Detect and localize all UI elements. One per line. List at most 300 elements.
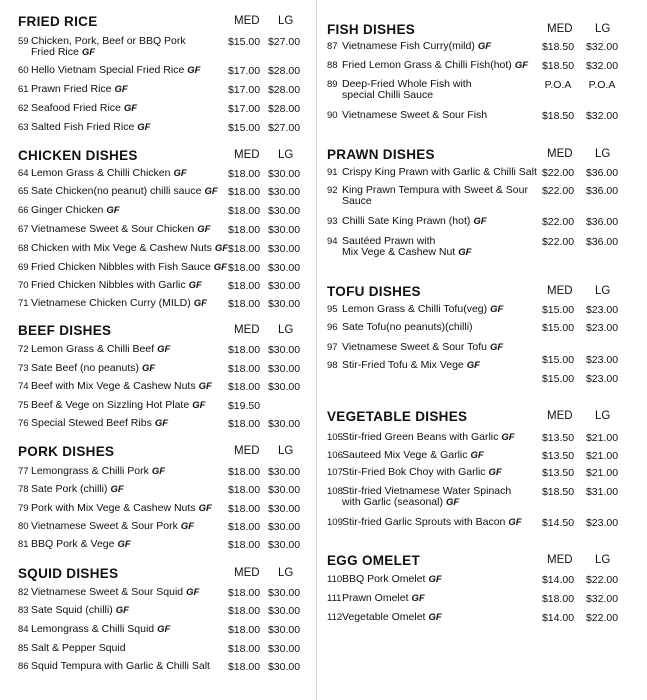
item-name — [342, 450, 484, 461]
menu-item — [0, 521, 316, 539]
item-name — [31, 363, 155, 374]
item-price-lg: $30.00 — [267, 605, 301, 617]
item-number: 75 — [18, 400, 29, 411]
item-price-med: $18.50 — [541, 41, 575, 53]
item-name — [342, 322, 473, 333]
lg-column-header: LG — [278, 15, 294, 27]
item-name — [342, 304, 503, 315]
item-name-text: Lemongrass & Chilli Pork — [31, 465, 149, 477]
item-price-med: $15.00 — [541, 322, 575, 334]
item-name — [31, 224, 210, 235]
item-name-text: Lemon Grass & Chilli Tofu(veg) — [342, 303, 488, 315]
item-price-med: $18.00 — [227, 605, 261, 617]
menu-item — [317, 78, 647, 101]
item-price-med: $18.00 — [227, 168, 261, 180]
gluten-free-badge: GF — [117, 539, 131, 550]
menu-item — [317, 110, 647, 128]
item-price-med: $18.00 — [227, 587, 261, 599]
item-name — [31, 539, 131, 550]
med-column-header: MED — [234, 567, 260, 579]
item-number: 86 — [18, 661, 29, 672]
item-name-text: Squid Tempura with Garlic & Chilli Salt — [31, 660, 210, 672]
item-number: 61 — [18, 84, 29, 95]
gluten-free-badge: GF — [154, 418, 169, 429]
gluten-free-badge: GF — [188, 280, 202, 291]
item-name — [342, 167, 537, 178]
menu-item — [0, 661, 316, 679]
item-price-lg: $30.00 — [267, 643, 301, 655]
item-name-line2: Fried Rice — [31, 46, 79, 58]
lg-column-header: LG — [278, 445, 294, 457]
item-number: 72 — [18, 344, 29, 355]
item-price-lg: $30.00 — [267, 661, 301, 673]
item-name — [342, 236, 471, 258]
item-number: 112 — [327, 612, 343, 623]
med-column-header: MED — [547, 410, 573, 422]
menu-item — [0, 344, 316, 362]
item-name-text: Stir-fried Garlic Sprouts with Bacon — [342, 516, 506, 528]
item-number: 94 — [327, 236, 338, 247]
item-name-text: Pork with Mix Vege & Cashew Nuts — [31, 502, 196, 514]
item-number: 91 — [327, 167, 338, 178]
gluten-free-badge: GF — [466, 360, 480, 371]
item-price-med: $18.00 — [227, 262, 261, 274]
menu-item — [0, 186, 316, 204]
item-price-med: $18.00 — [227, 661, 261, 673]
item-name — [31, 418, 168, 429]
item-name — [31, 661, 210, 672]
item-price-lg: $28.00 — [267, 103, 301, 115]
item-price-med: $18.00 — [227, 643, 261, 655]
item-name-text: Beef with Mix Vege & Cashew Nuts — [31, 380, 196, 392]
item-name — [342, 574, 442, 585]
item-number: 62 — [18, 103, 29, 114]
section-title: CHICKEN DISHES — [18, 148, 138, 163]
menu-item — [0, 484, 316, 502]
gluten-free-badge: GF — [213, 262, 227, 273]
menu-item — [0, 280, 316, 298]
item-name-text: Sautéed Prawn with — [342, 235, 436, 247]
item-price-med: P.O.A — [544, 79, 572, 91]
item-name-text: Crispy King Prawn with Garlic & Chilli Salt — [342, 166, 537, 178]
item-price-lg: $30.00 — [267, 484, 301, 496]
lg-column-header: LG — [595, 554, 611, 566]
gluten-free-badge: GF — [428, 574, 442, 585]
menu-item — [0, 363, 316, 381]
item-number: 79 — [18, 503, 29, 514]
item-name-text: BBQ Pork & Vege — [31, 538, 115, 550]
gluten-free-badge: GF — [137, 122, 151, 133]
gluten-free-badge: GF — [186, 587, 200, 598]
menu-item — [0, 381, 316, 399]
item-price-med: $18.00 — [541, 593, 575, 605]
item-number: 81 — [18, 539, 29, 550]
menu-item — [317, 322, 647, 340]
item-price-med: $22.00 — [541, 216, 575, 228]
item-number: 84 — [18, 624, 29, 635]
item-name-text: Prawn Fried Rice — [31, 83, 112, 95]
item-number: 92 — [327, 185, 338, 196]
item-price-lg: $23.00 — [585, 354, 619, 366]
item-number: 105 — [327, 432, 343, 443]
item-price-med: $15.00 — [541, 373, 575, 385]
item-price-med: $18.00 — [227, 381, 261, 393]
item-name-text: King Prawn Tempura with Sweet & Sour — [342, 184, 528, 196]
item-number: 63 — [18, 122, 29, 133]
menu-item — [317, 467, 647, 485]
gluten-free-badge: GF — [501, 432, 515, 443]
item-name — [342, 593, 425, 604]
item-number: 76 — [18, 418, 29, 429]
item-price-lg: $36.00 — [585, 216, 619, 228]
gluten-free-badge: GF — [198, 503, 212, 514]
item-price-lg: $28.00 — [267, 84, 301, 96]
item-price-med: $18.00 — [227, 418, 261, 430]
menu-item — [317, 41, 647, 59]
item-name — [31, 65, 201, 76]
item-name-text: Sate Beef (no peanuts) — [31, 362, 139, 374]
item-price-lg: $32.00 — [585, 110, 619, 122]
item-price-lg: $30.00 — [267, 466, 301, 478]
item-price-med: $18.50 — [541, 486, 575, 498]
item-number: 64 — [18, 168, 29, 179]
item-number: 73 — [18, 363, 29, 374]
item-name — [342, 41, 491, 52]
item-price-med: $13.50 — [541, 432, 575, 444]
gluten-free-badge: GF — [193, 298, 207, 309]
item-name-text: Fried Chicken Nibbles with Fish Sauce — [31, 261, 211, 273]
menu-item — [0, 539, 316, 557]
item-number: 88 — [327, 60, 338, 71]
item-number: 97 — [327, 342, 338, 353]
gluten-free-badge: GF — [157, 624, 171, 635]
item-price-med: $18.00 — [227, 205, 261, 217]
lg-column-header: LG — [595, 23, 611, 35]
menu-item — [317, 304, 647, 322]
item-name-line2: with Garlic (seasonal) — [342, 496, 443, 508]
item-price-lg: $30.00 — [267, 418, 301, 430]
gluten-free-badge: GF — [115, 605, 129, 616]
item-name — [31, 503, 212, 514]
menu-item — [0, 400, 316, 418]
item-number: 87 — [327, 41, 338, 52]
item-price-med: $18.50 — [541, 60, 575, 72]
menu-item — [0, 587, 316, 605]
item-price-lg: $30.00 — [267, 587, 301, 599]
item-name — [31, 36, 186, 58]
menu-item — [317, 167, 647, 185]
item-name — [31, 400, 205, 411]
item-price-lg: $31.00 — [585, 486, 619, 498]
item-name — [342, 79, 472, 101]
item-price-lg: $32.00 — [585, 593, 619, 605]
gluten-free-badge: GF — [490, 304, 504, 315]
item-price-lg: $30.00 — [267, 186, 301, 198]
item-number: 66 — [18, 205, 29, 216]
item-price-lg: $30.00 — [267, 624, 301, 636]
item-number: 74 — [18, 381, 29, 392]
item-price-lg: $30.00 — [267, 363, 301, 375]
item-name-text: Vietnamese Fish Curry(mild) — [342, 40, 475, 52]
section-title: PORK DISHES — [18, 444, 115, 459]
item-number: 98 — [327, 360, 338, 371]
menu-item — [0, 205, 316, 223]
item-price-med: $13.50 — [541, 467, 575, 479]
item-price-med: $18.00 — [227, 484, 261, 496]
item-name-text: Sauteed Mix Vege & Garlic — [342, 449, 468, 461]
med-column-header: MED — [547, 285, 573, 297]
item-price-med: $17.00 — [227, 103, 261, 115]
section-title: BEEF DISHES — [18, 323, 112, 338]
lg-column-header: LG — [595, 285, 611, 297]
item-price-lg: $32.00 — [585, 41, 619, 53]
item-name — [342, 467, 502, 478]
item-name-text: Hello Vietnam Special Fried Rice — [31, 64, 185, 76]
item-name — [342, 432, 515, 443]
med-column-header: MED — [234, 149, 260, 161]
menu-item — [0, 65, 316, 83]
menu-item — [0, 122, 316, 140]
item-price-med: $22.00 — [541, 185, 575, 197]
item-price-lg: $23.00 — [585, 373, 619, 385]
item-price-lg: $30.00 — [267, 280, 301, 292]
menu-item — [0, 224, 316, 242]
item-name — [342, 517, 522, 528]
item-name — [31, 381, 212, 392]
item-price-med: $18.00 — [227, 363, 261, 375]
item-name-text: Seafood Fried Rice — [31, 102, 121, 114]
item-price-lg: $36.00 — [585, 236, 619, 248]
menu-item — [317, 517, 647, 535]
item-name — [31, 624, 170, 635]
item-price-med: $18.00 — [227, 503, 261, 515]
item-number: 89 — [327, 79, 338, 90]
item-name-text: Lemongrass & Chilli Squid — [31, 623, 155, 635]
item-name — [31, 643, 126, 654]
item-price-med: $18.00 — [227, 539, 261, 551]
item-name-text: Vietnamese Chicken Curry (MILD) — [31, 297, 191, 309]
item-price-med: $15.00 — [227, 36, 261, 48]
item-price-lg: P.O.A — [588, 79, 616, 91]
item-price-lg: $30.00 — [267, 381, 301, 393]
menu-item — [0, 298, 316, 316]
item-price-lg: $30.00 — [267, 224, 301, 236]
gluten-free-badge: GF — [106, 205, 120, 216]
item-number: 108 — [327, 486, 343, 497]
item-price-lg: $30.00 — [267, 262, 301, 274]
item-name-text: Sate Squid (chilli) — [31, 604, 113, 616]
item-name-text: Stir-Fried Bok Choy with Garlic — [342, 466, 486, 478]
gluten-free-badge: GF — [197, 224, 211, 235]
med-column-header: MED — [547, 148, 573, 160]
item-name-text: Vegetable Omelet — [342, 611, 426, 623]
gluten-free-badge: GF — [470, 450, 484, 461]
lg-column-header: LG — [278, 567, 294, 579]
med-column-header: MED — [547, 23, 573, 35]
item-number: 60 — [18, 65, 29, 76]
item-price-lg: $28.00 — [267, 65, 301, 77]
item-name — [31, 484, 124, 495]
item-number: 82 — [18, 587, 29, 598]
item-name — [31, 122, 151, 133]
item-name — [342, 110, 487, 121]
menu-item — [317, 593, 647, 611]
item-number: 107 — [327, 467, 343, 478]
item-name-text: Chicken with Mix Vege & Cashew Nuts — [31, 242, 212, 254]
med-column-header: MED — [234, 324, 260, 336]
item-name-text: Sate Pork (chilli) — [31, 483, 108, 495]
item-name-text: Ginger Chicken — [31, 204, 104, 216]
gluten-free-badge: GF — [458, 247, 472, 258]
menu-item — [0, 35, 316, 58]
item-name-line2: Sauce — [342, 195, 372, 207]
item-name — [31, 521, 194, 532]
gluten-free-badge: GF — [473, 216, 487, 227]
item-name-text: Special Stewed Beef Ribs — [31, 417, 152, 429]
lg-column-header: LG — [278, 324, 294, 336]
gluten-free-badge: GF — [180, 521, 195, 532]
gluten-free-badge: GF — [411, 593, 425, 604]
menu-item — [317, 184, 647, 207]
gluten-free-badge: GF — [198, 381, 212, 392]
item-price-lg: $27.00 — [267, 122, 301, 134]
item-price-lg: $30.00 — [267, 539, 301, 551]
item-name-text: Vietnamese Sweet & Sour Pork — [31, 520, 178, 532]
gluten-free-badge: GF — [187, 65, 201, 76]
item-price-med: $18.00 — [227, 186, 261, 198]
item-name-text: Stir-Fried Tofu & Mix Vege — [342, 359, 464, 371]
gluten-free-badge: GF — [142, 363, 156, 374]
item-number: 111 — [327, 593, 342, 604]
item-name — [31, 186, 218, 197]
section-title: FRIED RICE — [18, 14, 98, 29]
item-name-text: Salt & Pepper Squid — [31, 642, 126, 654]
menu-item — [0, 262, 316, 280]
item-name-text: Salted Fish Fried Rice — [31, 121, 135, 133]
gluten-free-badge: GF — [123, 103, 138, 114]
item-price-med: $22.00 — [541, 167, 575, 179]
item-price-med: $22.00 — [541, 236, 575, 248]
item-price-lg: $21.00 — [585, 450, 619, 462]
item-name — [342, 486, 511, 508]
item-price-med: $18.00 — [227, 280, 261, 292]
item-number: 70 — [18, 280, 29, 291]
item-price-lg: $30.00 — [267, 205, 301, 217]
item-price-med: $15.00 — [541, 354, 575, 366]
item-name — [31, 262, 227, 273]
item-name-text: Sate Tofu(no peanuts)(chilli) — [342, 321, 473, 333]
gluten-free-badge: GF — [173, 168, 187, 179]
item-price-lg: $36.00 — [585, 167, 619, 179]
item-name-text: Fried Lemon Grass & Chilli Fish(hot) — [342, 59, 512, 71]
item-number: 95 — [327, 304, 338, 315]
item-name — [31, 280, 202, 291]
med-column-header: MED — [234, 15, 260, 27]
item-name — [31, 168, 187, 179]
item-price-med: $17.00 — [227, 65, 261, 77]
menu-item — [317, 216, 647, 234]
item-name — [342, 612, 442, 623]
menu-item — [0, 418, 316, 436]
item-price-lg: $36.00 — [585, 185, 619, 197]
item-name-line2: Mix Vege & Cashew Nut — [342, 246, 456, 258]
item-name-text: Chilli Sate King Prawn (hot) — [342, 215, 471, 227]
menu-item — [0, 84, 316, 102]
gluten-free-badge: GF — [489, 342, 504, 353]
item-name-text: Lemon Grass & Chilli Chicken — [31, 167, 171, 179]
item-price-med: $18.50 — [541, 110, 575, 122]
item-number: 110 — [327, 574, 343, 585]
section-title: EGG OMELET — [327, 553, 421, 568]
item-name-text: Vietnamese Sweet & Sour Tofu — [342, 341, 487, 353]
menu-item — [317, 574, 647, 592]
item-price-lg: $22.00 — [585, 612, 619, 624]
section-title: FISH DISHES — [327, 22, 416, 37]
menu-item — [0, 643, 316, 661]
gluten-free-badge: GF — [192, 400, 206, 411]
item-name-text: Prawn Omelet — [342, 592, 409, 604]
item-name-text: Chicken, Pork, Beef or BBQ Pork — [31, 35, 186, 47]
item-name-text: Fried Chicken Nibbles with Garlic — [31, 279, 186, 291]
item-name-text: Deep-Fried Whole Fish with — [342, 78, 472, 90]
item-name-text: Lemon Grass & Chilli Beef — [31, 343, 155, 355]
item-name — [31, 587, 199, 598]
item-number: 78 — [18, 484, 29, 495]
item-name-text: Vietnamese Sweet & Sour Fish — [342, 109, 488, 121]
item-price-med: $19.50 — [227, 400, 261, 412]
item-name — [31, 298, 207, 309]
item-number: 96 — [327, 322, 338, 333]
item-number: 93 — [327, 216, 338, 227]
item-price-med: $15.00 — [227, 122, 261, 134]
menu-item — [317, 612, 647, 630]
gluten-free-badge: GF — [445, 497, 460, 508]
item-number: 59 — [18, 36, 29, 47]
item-name — [31, 205, 120, 216]
item-price-lg: $23.00 — [585, 304, 619, 316]
item-price-lg: $22.00 — [585, 574, 619, 586]
item-name-text: Vietnamese Sweet & Sour Chicken — [31, 223, 195, 235]
item-name-text: Vietnamese Sweet & Sour Squid — [31, 586, 184, 598]
item-name — [342, 216, 487, 227]
item-price-med: $18.00 — [227, 298, 261, 310]
item-price-med: $14.00 — [541, 574, 575, 586]
item-price-lg: $30.00 — [267, 344, 301, 356]
gluten-free-badge: GF — [157, 344, 171, 355]
item-price-lg: $30.00 — [267, 503, 301, 515]
item-price-lg: $30.00 — [267, 521, 301, 533]
item-name-text: Sate Chicken(no peanut) chilli sauce — [31, 185, 202, 197]
item-price-lg: $30.00 — [267, 168, 301, 180]
item-number: 68 — [18, 243, 29, 254]
section-title: VEGETABLE DISHES — [327, 409, 468, 424]
menu-item — [0, 605, 316, 623]
gluten-free-badge: GF — [214, 243, 229, 254]
item-name — [342, 342, 503, 353]
menu-item — [317, 359, 647, 385]
menu-item — [317, 485, 647, 508]
gluten-free-badge: GF — [488, 467, 502, 478]
item-price-med: $14.50 — [541, 517, 575, 529]
item-name — [31, 466, 165, 477]
item-price-med: $18.00 — [227, 344, 261, 356]
item-number: 85 — [18, 643, 29, 654]
item-number: 69 — [18, 262, 29, 273]
menu-item — [0, 168, 316, 186]
menu-item — [317, 60, 647, 78]
item-price-lg: $21.00 — [585, 432, 619, 444]
lg-column-header: LG — [595, 410, 611, 422]
